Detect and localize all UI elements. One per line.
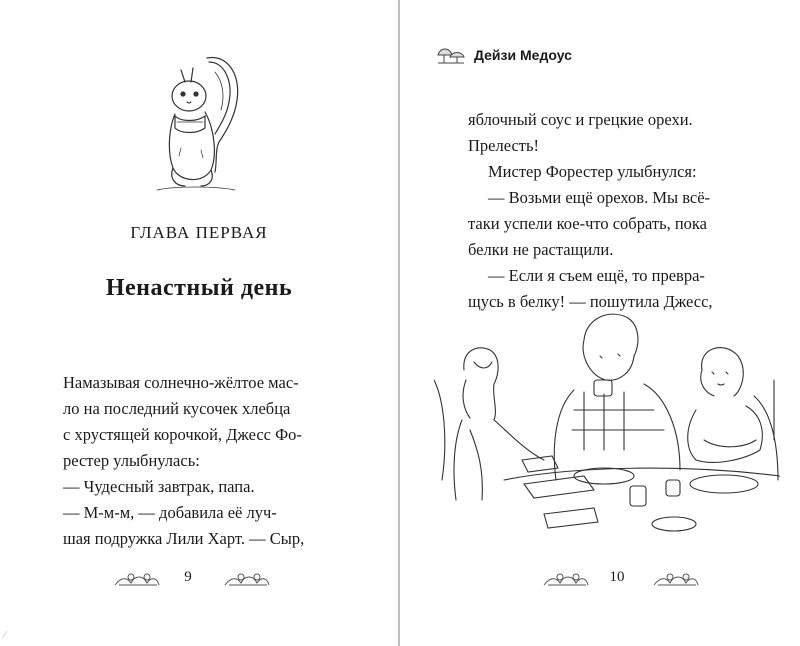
- ornament-icon: [542, 565, 590, 589]
- text-line: Намазывая солнечно-жёлтое мас-: [63, 373, 299, 392]
- page-number: 10: [609, 569, 625, 585]
- squirrel-illustration: [145, 52, 245, 200]
- body-text: [63, 370, 333, 552]
- ornament-icon: [113, 565, 161, 589]
- page-number: 9: [184, 569, 192, 585]
- book-spine: [398, 0, 400, 646]
- chapter-label: ГЛАВА ПЕРВАЯ: [130, 223, 268, 242]
- text-line: яблочный соус и грецкие орехи.: [468, 110, 693, 129]
- text-line: — Чудесный завтрак, папа.: [63, 477, 255, 496]
- text-line: с хрустящей корочкой, Джесс Фо-: [63, 425, 302, 444]
- text-line: рестер улыбнулась:: [63, 451, 200, 470]
- text-line: — Если я съем ещё, то превра-: [488, 266, 705, 285]
- body-text: [468, 107, 758, 315]
- text-line: щусь в белку! — пошутила Джесс,: [468, 292, 713, 311]
- corner-mark: ⁄: [4, 630, 6, 641]
- chapter-title: Ненастный день: [105, 275, 293, 301]
- ornament-icon: [223, 565, 271, 589]
- text-line: — Возьми ещё орехов. Мы всё-: [488, 188, 711, 207]
- breakfast-illustration: [434, 300, 780, 540]
- author-name: Дейзи Медоус: [474, 47, 572, 63]
- mushroom-icon: [436, 45, 466, 65]
- text-line: Прелесть!: [468, 136, 540, 155]
- text-line: ло на последний кусочек хлебца: [63, 399, 291, 418]
- text-line: таки успели кое-что собрать, пока: [468, 214, 708, 233]
- text-line: Мистер Форестер улыбнулся:: [488, 162, 697, 181]
- page-footer: [113, 565, 288, 593]
- left-page: [0, 0, 398, 646]
- text-line: — М-м-м, — добавила её луч-: [63, 503, 277, 522]
- running-head: [436, 44, 572, 66]
- page-footer: [542, 565, 717, 593]
- text-line: белки не растащили.: [468, 240, 614, 259]
- text-line: шая подружка Лили Харт. — Сыр,: [63, 529, 305, 548]
- ornament-icon: [652, 565, 700, 589]
